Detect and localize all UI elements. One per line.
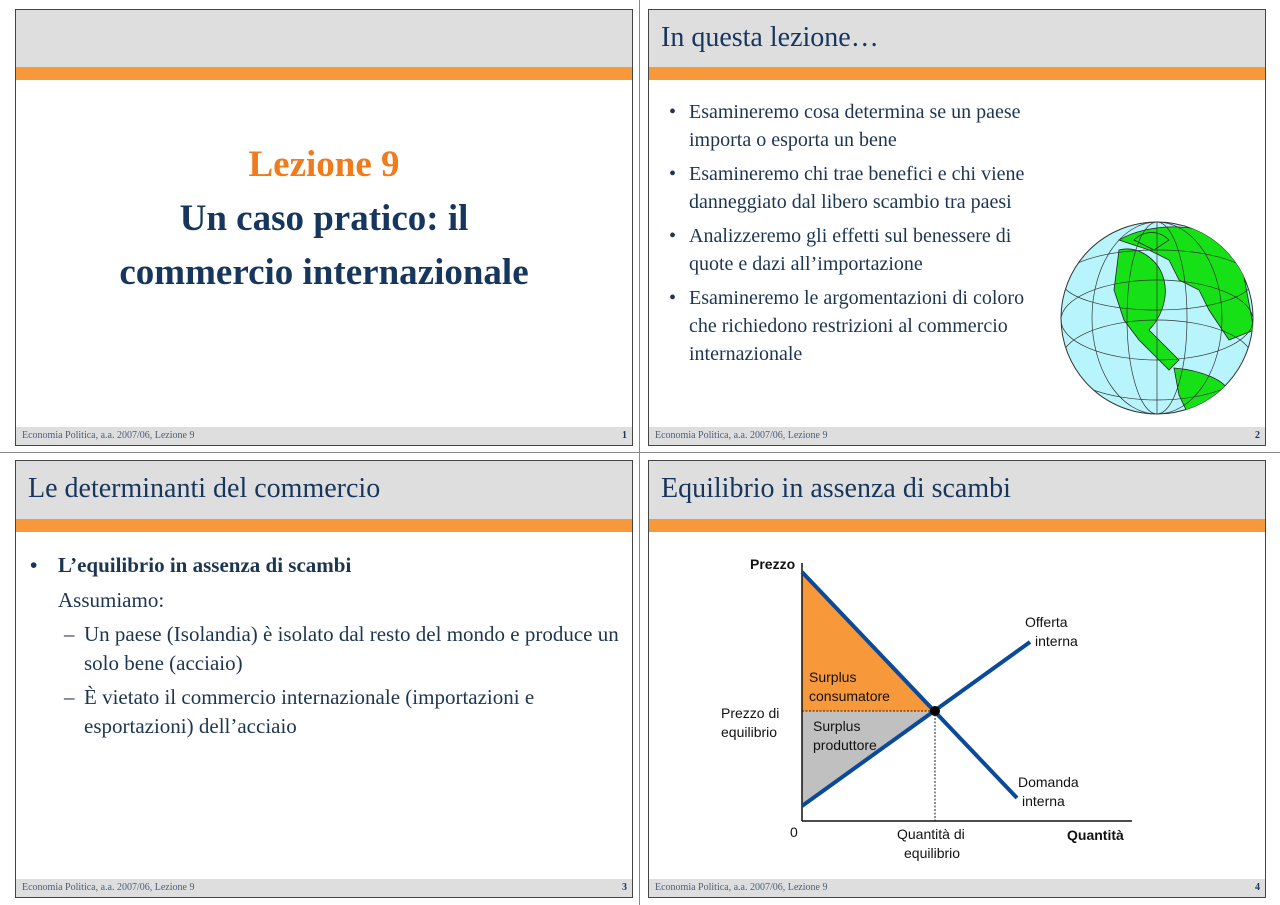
slide-title: Le determinanti del commercio: [28, 473, 381, 504]
y-axis-label: Prezzo: [750, 556, 796, 572]
bullet-list: [669, 98, 1049, 374]
bullet-item: • Analizzeremo gli effetti sul benessere di quote e dazi all’importazione: [669, 222, 1049, 278]
slide-footer: [649, 879, 1265, 897]
slide-3: [15, 460, 633, 898]
slide-number: 4: [1255, 882, 1260, 893]
footer-text: Economia Politica, a.a. 2007/06, Lezione 9: [22, 430, 195, 441]
bullet-item: • L’equilibrio in assenza di scambi: [30, 551, 620, 580]
bullet-item: • Esamineremo cosa determina se un paese importa o esporta un bene: [669, 98, 1049, 154]
slide-footer: [16, 879, 632, 897]
slide-4: [648, 460, 1266, 898]
slide-header: [16, 10, 632, 67]
slide-title: [16, 138, 632, 300]
title-line: commercio internazionale: [119, 252, 529, 293]
x-axis-label: Quantità: [1067, 827, 1124, 843]
title-line: Un caso pratico: il: [179, 198, 469, 239]
footer-text: Economia Politica, a.a. 2007/06, Lezione 9: [655, 882, 828, 893]
producer-surplus-label: Surplus: [813, 718, 861, 734]
consumer-surplus-label: Surplus: [809, 669, 857, 685]
header-accent-bar: [16, 67, 632, 80]
header-accent-bar: [16, 519, 632, 532]
price-equilibrium-label: Prezzo di: [721, 705, 780, 721]
slide-number: 3: [622, 882, 627, 893]
demand-label: interna: [1022, 793, 1065, 809]
supply-demand-chart: [649, 461, 1265, 897]
supply-label: interna: [1035, 633, 1078, 649]
lesson-number: Lezione 9: [248, 144, 400, 185]
slide-1: [15, 9, 633, 446]
bullet-text: Assumiamo:: [58, 588, 165, 612]
slide-title: Equilibrio in assenza di scambi: [661, 473, 1011, 504]
consumer-surplus-label: consumatore: [809, 688, 890, 704]
origin-label: 0: [790, 824, 798, 840]
producer-surplus-label: produttore: [813, 737, 877, 753]
demand-label: Domanda: [1018, 774, 1079, 790]
slide-header: [649, 10, 1265, 67]
bullet-item: • Esamineremo le argomentazioni di coloro che richiedono restrizioni al commercio internazionale: [669, 284, 1049, 368]
sub-bullet-item: – Un paese (Isolandia) è isolato dal resto del mondo e produce un solo bene (acciaio): [30, 620, 620, 678]
slide-2: [648, 9, 1266, 446]
slide-footer: [649, 427, 1265, 445]
globe-icon: [1059, 220, 1255, 416]
header-accent-bar: [649, 67, 1265, 80]
page-divider-horizontal: [0, 452, 1280, 453]
quantity-equilibrium-label: equilibrio: [904, 845, 961, 861]
equilibrium-point: [930, 706, 940, 716]
slide-footer: [16, 427, 632, 445]
footer-text: Economia Politica, a.a. 2007/06, Lezione 9: [655, 430, 828, 441]
footer-text: Economia Politica, a.a. 2007/06, Lezione 9: [22, 882, 195, 893]
bullet-item: • Esamineremo chi trae benefici e chi viene danneggiato dal libero scambio tra paesi: [669, 160, 1049, 216]
quantity-equilibrium-label: Quantità di: [897, 826, 965, 842]
slide-number: 2: [1255, 430, 1260, 441]
price-equilibrium-label: equilibrio: [721, 724, 778, 740]
slide-header: [16, 461, 632, 519]
bullet-list: [30, 551, 620, 741]
sub-bullet-item: – È vietato il commercio internazionale (importazioni e esportazioni) dell’acciaio: [30, 683, 620, 741]
slide-number: 1: [622, 430, 627, 441]
supply-label: Offerta: [1025, 614, 1068, 630]
slide-title: In questa lezione…: [661, 22, 879, 53]
